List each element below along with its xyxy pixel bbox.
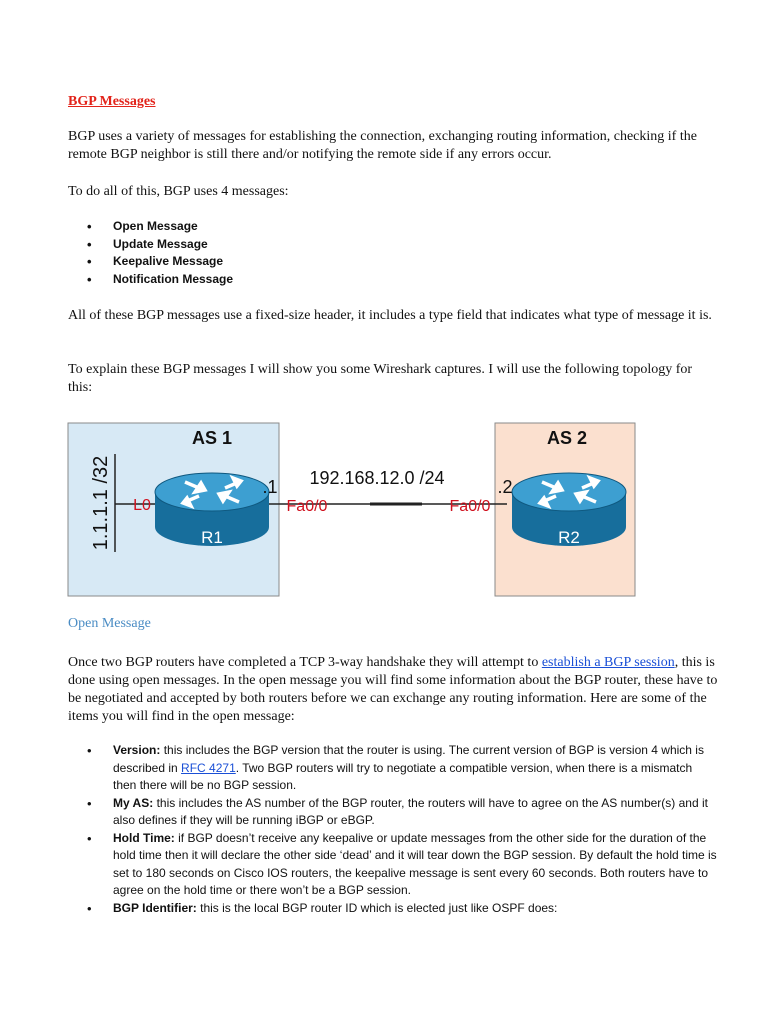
loopback-address: 1.1.1.1 /32	[90, 455, 112, 551]
as2-label: AS 2	[546, 428, 588, 448]
subnet-label: 192.168.12.0 /24	[309, 468, 445, 488]
item-label: BGP Identifier:	[113, 900, 197, 915]
list-item-bgp-identifier	[68, 900, 718, 918]
item-text: this includes the AS number of the BGP router, the routers will have to agree on the AS number(s) and it also defines if they will be running iBGP or eBGP.	[113, 795, 708, 827]
intro-paragraph: BGP uses a variety of messages for establishing the connection, exchanging routing information, checking if the remote BGP neighbor is still there and/or notifying the remote side if any errors occur.	[68, 129, 697, 162]
rfc-4271-link[interactable]: RFC 4271	[181, 760, 236, 775]
item-text: this includes the BGP version that the router is using. The current version of BGP is version 4 which is described in	[113, 743, 704, 775]
topology-diagram	[67, 422, 637, 598]
item-label: Version:	[113, 743, 161, 757]
l0-label: L0	[133, 497, 151, 514]
open-message-paragraph	[68, 654, 718, 726]
list-item-version	[68, 742, 718, 795]
r1-interface-label: Fa0/0	[286, 498, 328, 515]
list-item: • Update Message	[68, 236, 718, 254]
header-paragraph: All of these BGP messages use a fixed-size header, it includes a type field that indicates what type of message it is.	[68, 308, 712, 323]
r2-interface-label: Fa0/0	[449, 498, 491, 515]
establish-bgp-session-link[interactable]: establish a BGP session	[541, 655, 675, 670]
item-text: . Two BGP routers will try to negotiate a compatible version, when there is a mismatch then there will be no BGP session.	[113, 760, 693, 792]
message-type-list	[68, 218, 718, 288]
item-label: Hold Time:	[113, 830, 175, 845]
open-message-heading: Open Message	[68, 616, 151, 631]
topology-paragraph: To explain these BGP messages I will show you some Wireshark captures. I will use the following topology for this:	[68, 362, 693, 395]
paragraph-text: Once two BGP routers have completed a TCP 3-way handshake they will attempt to	[68, 655, 542, 670]
list-item: • Keepalive Message	[68, 253, 718, 271]
r1-host-label: .1	[262, 477, 278, 497]
open-message-items	[68, 742, 718, 917]
item-label: My AS:	[113, 795, 154, 810]
r1-label: R1	[201, 528, 223, 547]
r2-label: R2	[558, 528, 580, 547]
lead-paragraph: To do all of this, BGP uses 4 messages:	[68, 184, 289, 199]
item-text: this is the local BGP router ID which is elected just like OSPF does:	[196, 900, 558, 915]
r2-host-label: .2	[497, 477, 513, 497]
list-item: • Open Message	[68, 218, 718, 236]
paragraph-text: , this is done using open messages. In the open message you will find some information about the BGP router, these have to be negotiated and accepted by both routers before we can exchange any routing information. Here are some of the items you will find in the open message:	[68, 655, 718, 724]
as1-label: AS 1	[191, 428, 233, 448]
list-item: • Notification Message	[68, 271, 718, 289]
page-title: BGP Messages	[68, 94, 156, 109]
list-item-my-as	[68, 795, 718, 830]
list-item-hold-time	[68, 830, 718, 900]
item-text: if BGP doesn’t receive any keepalive or update messages from the other side for the duration of the hold time then it will declare the other side ‘dead’ and it will tear down the BGP session. By default the hold time is set to 180 seconds on Cisco IOS routers, the keepalive message is sent every 60 seconds. Both routers have to agree on the hold time or there won’t be a BGP session.	[113, 830, 717, 897]
